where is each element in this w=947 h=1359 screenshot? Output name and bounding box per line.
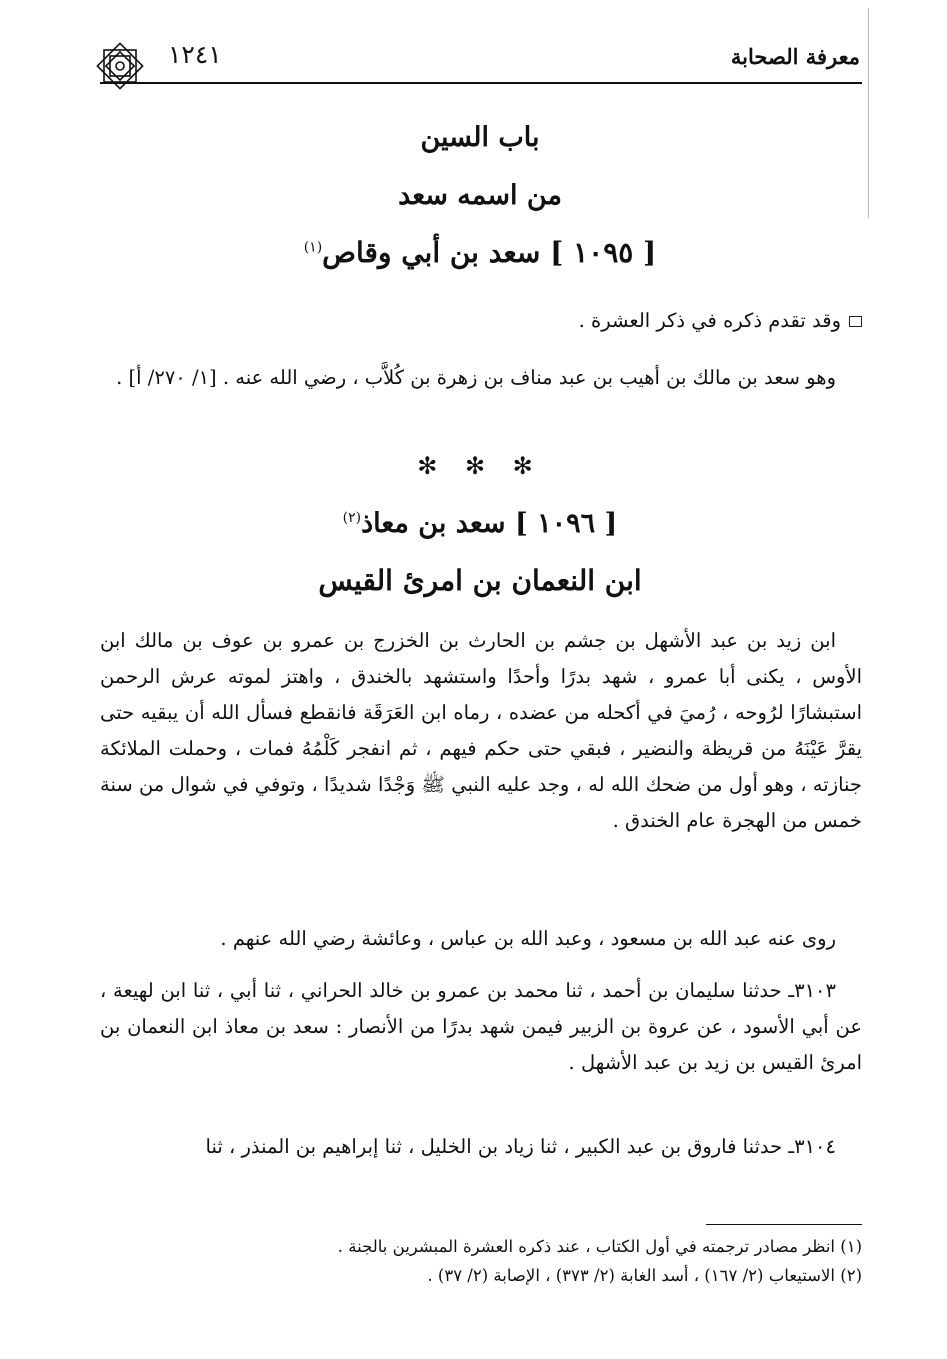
paragraph-1 <box>100 303 862 339</box>
entry-heading-1095 <box>100 236 860 269</box>
footnote-1: (١) انظر مصادر ترجمته في أول الكتاب ، عند ذكره العشرة المبشرين بالجنة . <box>337 1237 862 1256</box>
paragraph-2-text: وهو سعد بن مالك بن أهيب بن عبد مناف بن زهرة بن كُلاَّب ، رضي الله عنه . [١/ ٢٧٠/ أ] . <box>116 366 836 389</box>
footnote-2: (٢) الاستيعاب (٢/ ١٦٧) ، أسد الغابة (٢/ ٣٧٣) ، الإصابة (٢/ ٣٧) . <box>427 1266 862 1285</box>
running-header <box>92 38 862 84</box>
footnote-rule <box>706 1224 862 1225</box>
paragraph-4 <box>100 921 862 957</box>
page-number: ١٢٤١ <box>168 40 222 69</box>
section-separator: ✻ ✻ ✻ <box>417 452 543 480</box>
section-heading: من اسمه سعد <box>398 180 562 211</box>
hadith-3103-text: ٣١٠٣ـ حدثنا سليمان بن أحمد ، ثنا محمد بن عمرو بن خالد الحراني ، ثنا أبي ، ثنا ابن لهيعة ، عن أبي الأسود ، عن عروة بن الزبير فيمن شهد بدرًا من الأنصار : سعد بن معاذ ابن النعمان بن امرئ القيس بن زيد بن عبد الأشهل . <box>100 979 862 1074</box>
paragraph-4-text: روى عنه عبد الله بن مسعود ، وعبد الله بن عباس ، وعائشة رضي الله عنهم . <box>220 927 836 950</box>
page-edge-line <box>868 8 869 218</box>
octagram-ornament-icon <box>92 38 148 94</box>
header-rule <box>100 82 862 84</box>
entry-heading-1095-text: [ ١٠٩٥ ] سعد بن أبي وقاص <box>322 236 657 269</box>
chapter-heading: باب السين <box>420 122 540 153</box>
hadith-3104 <box>100 1129 862 1165</box>
hadith-3103 <box>100 973 862 1081</box>
paragraph-1-text: وقد تقدم ذكره في ذكر العشرة . <box>578 309 841 332</box>
running-title: معرفة الصحابة <box>730 44 860 69</box>
hadith-3104-text: ٣١٠٤ـ حدثنا فاروق بن عبد الكبير ، ثنا زياد بن الخليل ، ثنا إبراهيم بن المنذر ، ثنا <box>205 1135 836 1158</box>
entry-subheading: ابن النعمان بن امرئ القيس <box>318 564 642 597</box>
footnote-ref-2: (٢) <box>342 510 362 526</box>
entry-heading-1096 <box>100 508 860 539</box>
entry-heading-1096-text: [ ١٠٩٦ ] سعد بن معاذ <box>361 508 618 539</box>
footnote-ref-1: (١) <box>303 239 323 256</box>
square-bullet-icon <box>849 316 862 327</box>
paragraph-3 <box>100 623 862 839</box>
paragraph-2 <box>100 360 862 396</box>
footnotes <box>140 1232 862 1290</box>
paragraph-3-text: ابن زيد بن عبد الأشهل بن جشم بن الحارث بن الخزرج بن عمرو بن عوف بن مالك ابن الأوس ، يكنى أبا عمرو ، شهد بدرًا وأحدًا واستشهد بالخندق ، واهتز لموته عرش الرحمن استبشارًا لرُوحه ، رُميَ في أكحله من عضده ، رماه ابن العَرَقَة فانقطع فسأل الله أن يبقيه حتى يقرَّ عَيْنَهُ من قريظة والنضير ، فبقي حتى حكم فيهم ، ثم انفجر كَلْمُهُ فمات ، وحملت الملائكة جنازته ، وهو أول من ضحك الله له ، وجد عليه النبي ﷺ وَجْدًا شديدًا ، وتوفي في شوال من سنة خمس من الهجرة عام الخندق . <box>100 629 862 832</box>
